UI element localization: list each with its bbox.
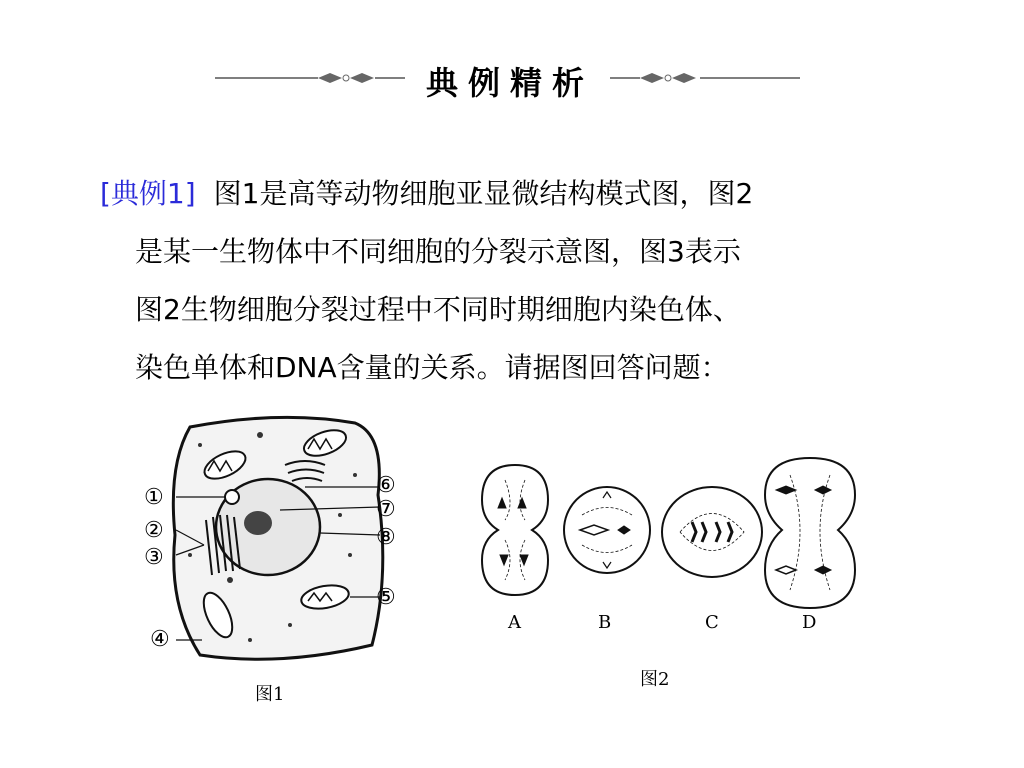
question-line-1: [典例1] 图1是高等动物细胞亚显微结构模式图，图2 — [100, 177, 754, 210]
cell-label-c: C — [705, 612, 719, 633]
figure-1-animal-cell — [140, 405, 420, 705]
marker-1: ① — [144, 485, 164, 510]
figure-2-dividing-cells — [470, 450, 870, 690]
cell-d — [765, 458, 855, 608]
marker-7: ⑦ — [376, 497, 396, 522]
marker-2: ② — [144, 518, 164, 543]
figure-1-caption: 图1 — [255, 684, 285, 705]
example-label: [典例1] — [100, 177, 196, 210]
cell-label-d: D — [802, 612, 817, 633]
cell-label-a: A — [508, 612, 521, 633]
question-line-4: 染色单体和DNA含量的关系。请据图回答问题： — [135, 351, 729, 384]
cell-label-b: B — [598, 612, 612, 633]
question-line-2: 是某一生物体中不同细胞的分裂示意图，图3表示 — [135, 235, 741, 268]
dividing-cells-drawing — [470, 450, 870, 620]
question-line-3: 图2生物细胞分裂过程中不同时期细胞内染色体、 — [135, 293, 741, 326]
cell-b — [564, 487, 650, 573]
marker-6: ⑥ — [376, 473, 396, 498]
cell-c — [662, 487, 762, 577]
question-text — [100, 165, 900, 397]
marker-8: ⑧ — [376, 525, 396, 550]
marker-3: ③ — [144, 545, 164, 570]
cell-a — [482, 465, 548, 595]
section-header — [0, 50, 1024, 110]
header-title: 典例精析 — [425, 64, 594, 102]
marker-4: ④ — [150, 627, 170, 652]
figure-2-caption: 图2 — [640, 669, 670, 690]
marker-5: ⑤ — [376, 585, 396, 610]
